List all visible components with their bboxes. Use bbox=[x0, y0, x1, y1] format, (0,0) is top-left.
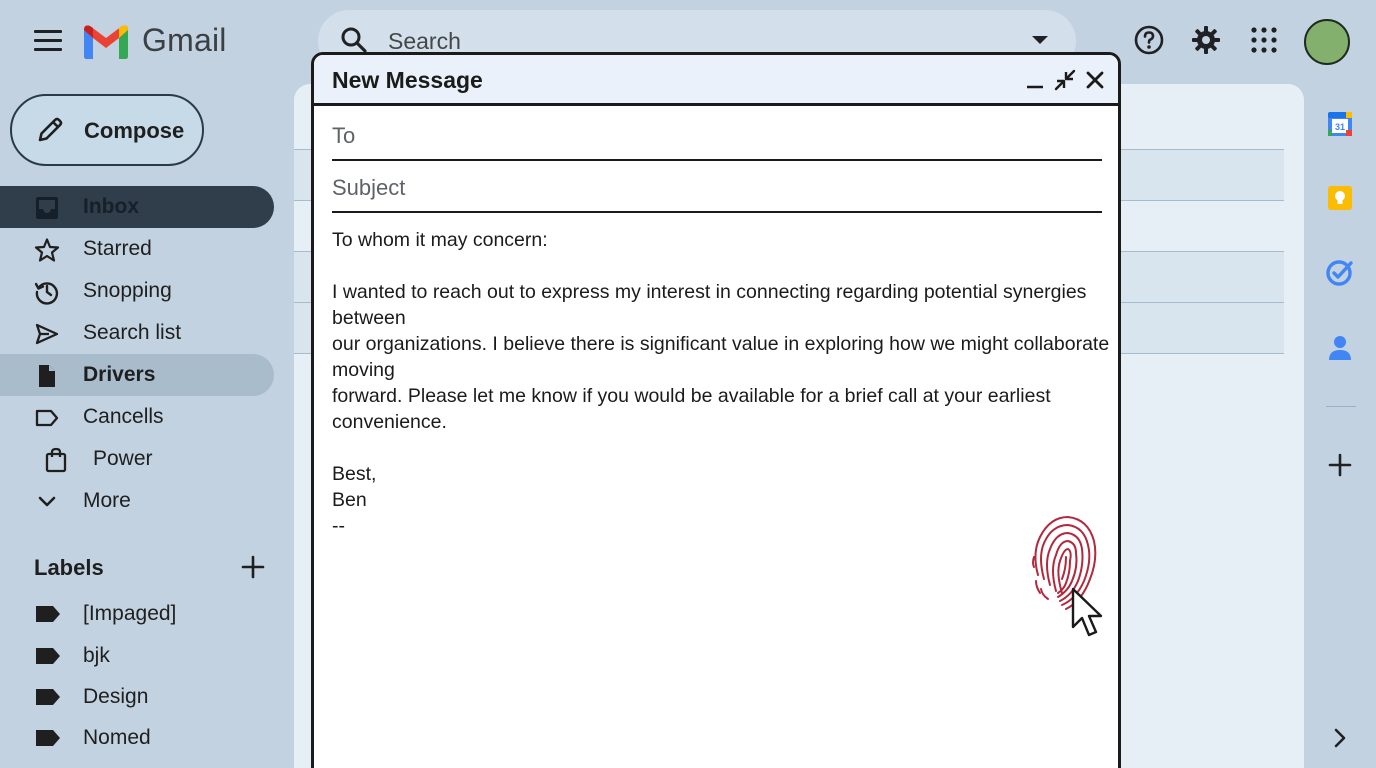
label-item-design[interactable] bbox=[0, 680, 274, 716]
to-field[interactable] bbox=[332, 109, 1102, 161]
label-outline-icon bbox=[34, 405, 60, 431]
sidebar-item-power[interactable] bbox=[0, 438, 274, 480]
app-name: Gmail bbox=[142, 22, 227, 58]
label-text: bjk bbox=[83, 644, 110, 667]
sidebar-item-inbox[interactable] bbox=[0, 186, 274, 228]
pencil-icon bbox=[36, 116, 64, 144]
body-line: I wanted to reach out to express my interest in connecting regarding potential synergies between bbox=[332, 281, 1087, 329]
label-text: Design bbox=[83, 685, 149, 708]
compose-button[interactable] bbox=[10, 94, 204, 166]
help-icon[interactable] bbox=[1133, 24, 1165, 56]
add-addon-icon[interactable] bbox=[1326, 451, 1354, 479]
body-signature-delimiter: -- bbox=[332, 515, 345, 537]
subject-input[interactable] bbox=[332, 173, 1102, 203]
sidebar-item-more[interactable] bbox=[0, 480, 274, 522]
chevron-down-icon bbox=[34, 489, 60, 515]
sidebar-item-label: Starred bbox=[83, 237, 152, 260]
sidebar-item-label: Search list bbox=[83, 321, 182, 344]
to-input[interactable] bbox=[332, 121, 1102, 151]
compose-label: Compose bbox=[84, 118, 185, 143]
calendar-icon[interactable] bbox=[1326, 110, 1354, 138]
file-icon bbox=[34, 363, 60, 389]
sidebar-item-starred[interactable] bbox=[0, 228, 274, 270]
body-signature-name: Ben bbox=[332, 489, 367, 511]
shopping-bag-icon bbox=[43, 447, 69, 473]
body-signoff: Best, bbox=[332, 463, 377, 485]
subject-field[interactable] bbox=[332, 161, 1102, 213]
sidebar-item-label: More bbox=[83, 489, 131, 512]
label-tag-icon bbox=[35, 729, 61, 747]
tasks-icon[interactable] bbox=[1326, 258, 1354, 286]
sidebar-item-cancells[interactable] bbox=[0, 396, 274, 438]
sidebar-item-search-list[interactable] bbox=[0, 312, 274, 354]
label-tag-icon bbox=[35, 605, 61, 623]
compose-window bbox=[311, 52, 1121, 768]
sidebar-item-label: Snopping bbox=[83, 279, 172, 302]
compose-title: New Message bbox=[332, 67, 483, 93]
close-icon[interactable] bbox=[1084, 69, 1106, 91]
label-text: Nomed bbox=[83, 726, 151, 749]
label-item-bjk[interactable] bbox=[0, 639, 274, 675]
apps-grid-icon[interactable] bbox=[1248, 24, 1280, 56]
keep-notes-icon[interactable] bbox=[1326, 184, 1354, 212]
label-item-nomed[interactable] bbox=[0, 721, 274, 757]
labels-heading: Labels bbox=[34, 555, 104, 580]
clock-icon bbox=[34, 279, 60, 305]
search-options-caret-icon[interactable] bbox=[1032, 36, 1048, 44]
message-body[interactable] bbox=[332, 227, 1112, 539]
main-menu-button[interactable] bbox=[34, 30, 62, 52]
label-item-impaged[interactable] bbox=[0, 597, 274, 633]
body-greeting: To whom it may concern: bbox=[332, 229, 548, 251]
send-icon bbox=[34, 321, 60, 347]
sidebar-item-drivers[interactable] bbox=[0, 354, 274, 396]
label-tag-icon bbox=[35, 647, 61, 665]
contacts-icon[interactable] bbox=[1326, 334, 1354, 362]
label-text: [Impaged] bbox=[83, 602, 177, 625]
chevron-right-icon[interactable] bbox=[1330, 726, 1350, 750]
settings-gear-icon[interactable] bbox=[1190, 24, 1222, 56]
gmail-logo-icon[interactable] bbox=[82, 22, 130, 60]
add-label-icon[interactable] bbox=[240, 554, 266, 580]
search-icon[interactable] bbox=[340, 26, 368, 54]
star-icon bbox=[34, 237, 60, 263]
body-line: forward. Please let me know if you would be available for a brief call at your earliest convenience. bbox=[332, 385, 1051, 433]
sidebar-item-label: Cancells bbox=[83, 405, 164, 428]
sidebar-item-snopping[interactable] bbox=[0, 270, 274, 312]
sidebar-item-label: Drivers bbox=[83, 363, 156, 386]
svg-text:31: 31 bbox=[1334, 122, 1346, 132]
sidebar-item-label: Inbox bbox=[83, 195, 139, 218]
account-avatar[interactable] bbox=[1304, 19, 1350, 65]
body-line: our organizations. I believe there is significant value in exploring how we might collaborate moving bbox=[332, 333, 1110, 381]
mouse-cursor-icon bbox=[1070, 587, 1104, 639]
compose-header[interactable] bbox=[314, 55, 1118, 106]
sidebar-item-label: Power bbox=[93, 447, 153, 470]
exit-fullscreen-icon[interactable] bbox=[1054, 69, 1076, 91]
label-tag-icon bbox=[35, 688, 61, 706]
rail-divider bbox=[1326, 406, 1356, 407]
minimize-icon[interactable] bbox=[1024, 69, 1046, 91]
inbox-icon bbox=[34, 195, 60, 221]
